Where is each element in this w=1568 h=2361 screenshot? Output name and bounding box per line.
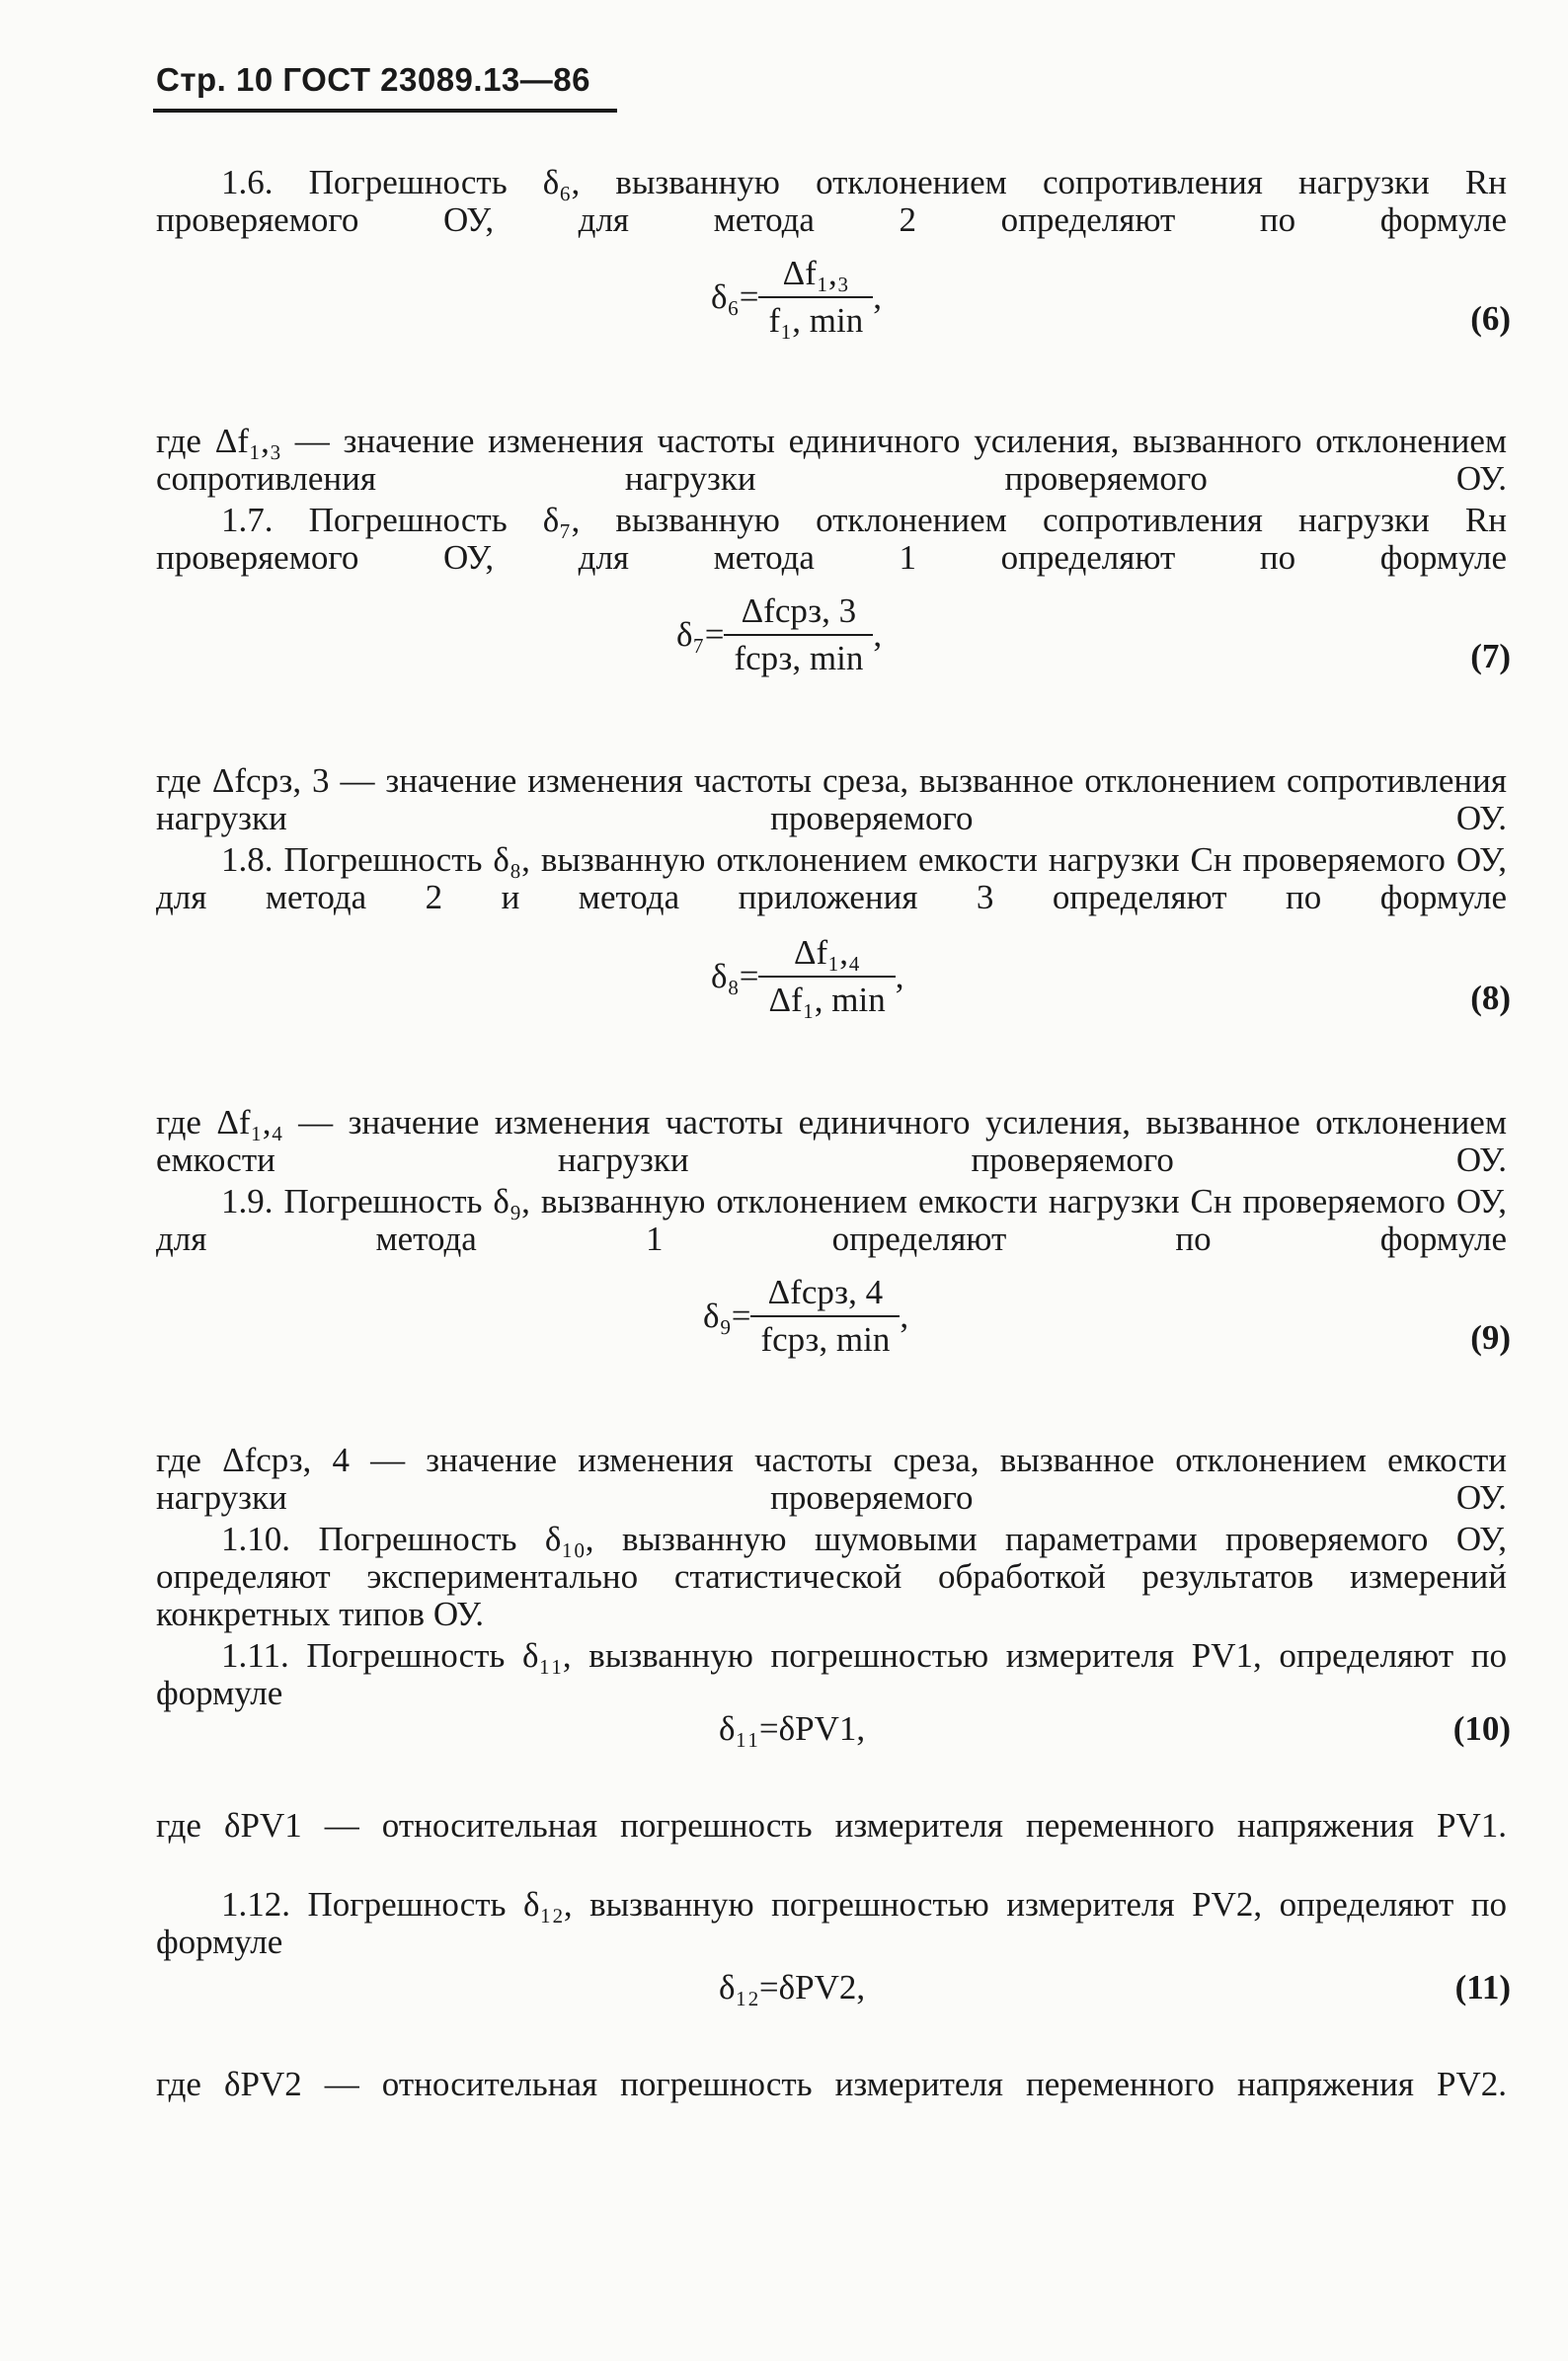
where-1-8: где Δf₁,₄ — значение изменения частоты единичного усиления, вызванное отклонением емкости нагрузки проверяемого ОУ.	[156, 1103, 1507, 1179]
paragraph-1-12: 1.12. Погрешность δ₁₂, вызванную погрешностью измерителя PV2, определяют по формуле	[156, 1885, 1507, 1961]
paragraph-1-10: 1.10. Погрешность δ₁₀, вызванную шумовыми параметрами проверяемого ОУ, определяют экспериментально статистической обработкой результатов измерений конкретных типов ОУ.	[156, 1520, 1507, 1633]
formula-11-expression: δ₁₂=δPV2,	[719, 1968, 866, 2007]
formula-9-denominator: fсрз, min	[760, 1320, 891, 1359]
page-header: Стр. 10 ГОСТ 23089.13—86	[156, 61, 590, 98]
where-1-11: где δPV1 — относительная погрешность измерителя переменного напряжения PV1.	[156, 1806, 1507, 1845]
formula-8-comma: ,	[895, 957, 904, 995]
formula-9-lhs: δ₉=	[703, 1297, 751, 1335]
formula-6-number: (6)	[1470, 299, 1511, 338]
formula-6-fraction	[758, 255, 873, 340]
formula-9-numerator: Δfсрз, 4	[767, 1273, 884, 1311]
where-1-12: где δPV2 — относительная погрешность измерителя переменного напряжения PV2.	[156, 2065, 1507, 2103]
header-rule	[153, 109, 617, 113]
formula-6-numerator: Δf₁,₃	[782, 254, 849, 292]
formula-11	[719, 1969, 865, 2007]
formula-8-fraction	[758, 934, 895, 1019]
formula-8	[711, 934, 904, 1019]
where-1-7: где Δfсрз, 3 — значение изменения частоты среза, вызванное отклонением сопротивления нагрузки проверяемого ОУ.	[156, 761, 1507, 837]
formula-7	[676, 592, 882, 677]
fraction-bar	[758, 976, 895, 978]
paragraph-1-8: 1.8. Погрешность δ₈, вызванную отклонением емкости нагрузки Cн проверяемого ОУ, для метода 2 и метода приложения 3 определяют по формуле	[156, 840, 1507, 916]
formula-6-comma: ,	[873, 277, 882, 316]
paragraph-1-11: 1.11. Погрешность δ₁₁, вызванную погрешностью измерителя PV1, определяют по формуле	[156, 1636, 1507, 1712]
formula-10	[719, 1710, 865, 1748]
formula-10-expression: δ₁₁=δPV1,	[719, 1709, 866, 1748]
formula-8-numerator: Δf₁,₄	[793, 933, 861, 972]
formula-9-fraction	[750, 1274, 900, 1359]
formula-9-comma: ,	[900, 1297, 909, 1335]
formula-8-denominator: Δf₁, min	[768, 981, 886, 1019]
formula-9	[703, 1274, 908, 1359]
fraction-bar	[758, 296, 873, 298]
formula-6	[711, 255, 882, 340]
formula-7-numerator: Δfсрз, 3	[741, 591, 857, 630]
formula-7-comma: ,	[873, 615, 883, 654]
where-1-9: где Δfсрз, 4 — значение изменения частоты среза, вызванное отклонением емкости нагрузки проверяемого ОУ.	[156, 1441, 1507, 1517]
formula-11-number: (11)	[1454, 1968, 1511, 2007]
formula-9-number: (9)	[1470, 1318, 1511, 1357]
formula-7-denominator: fсрз, min	[734, 639, 864, 677]
paragraph-1-9: 1.9. Погрешность δ₉, вызванную отклонением емкости нагрузки Cн проверяемого ОУ, для метода 1 определяют по формуле	[156, 1182, 1507, 1258]
formula-10-number: (10)	[1452, 1709, 1511, 1748]
formula-7-number: (7)	[1470, 637, 1511, 675]
paragraph-1-7: 1.7. Погрешность δ₇, вызванную отклонением сопротивления нагрузки Rн проверяемого ОУ, для метода 1 определяют по формуле	[156, 501, 1507, 577]
formula-6-lhs: δ₆=	[711, 277, 759, 316]
formula-8-number: (8)	[1470, 979, 1511, 1017]
where-1-6: где Δf₁,₃ — значение изменения частоты единичного усиления, вызванного отклонением сопротивления нагрузки проверяемого ОУ.	[156, 422, 1507, 498]
formula-8-lhs: δ₈=	[711, 957, 759, 995]
fraction-bar	[750, 1315, 900, 1317]
formula-7-fraction	[724, 592, 873, 677]
formula-7-lhs: δ₇=	[676, 615, 725, 654]
fraction-bar	[724, 634, 873, 636]
formula-6-denominator: f₁, min	[768, 301, 864, 340]
paragraph-1-6: 1.6. Погрешность δ₆, вызванную отклонением сопротивления нагрузки Rн проверяемого ОУ, для метода 2 определяют по формуле	[156, 163, 1507, 239]
